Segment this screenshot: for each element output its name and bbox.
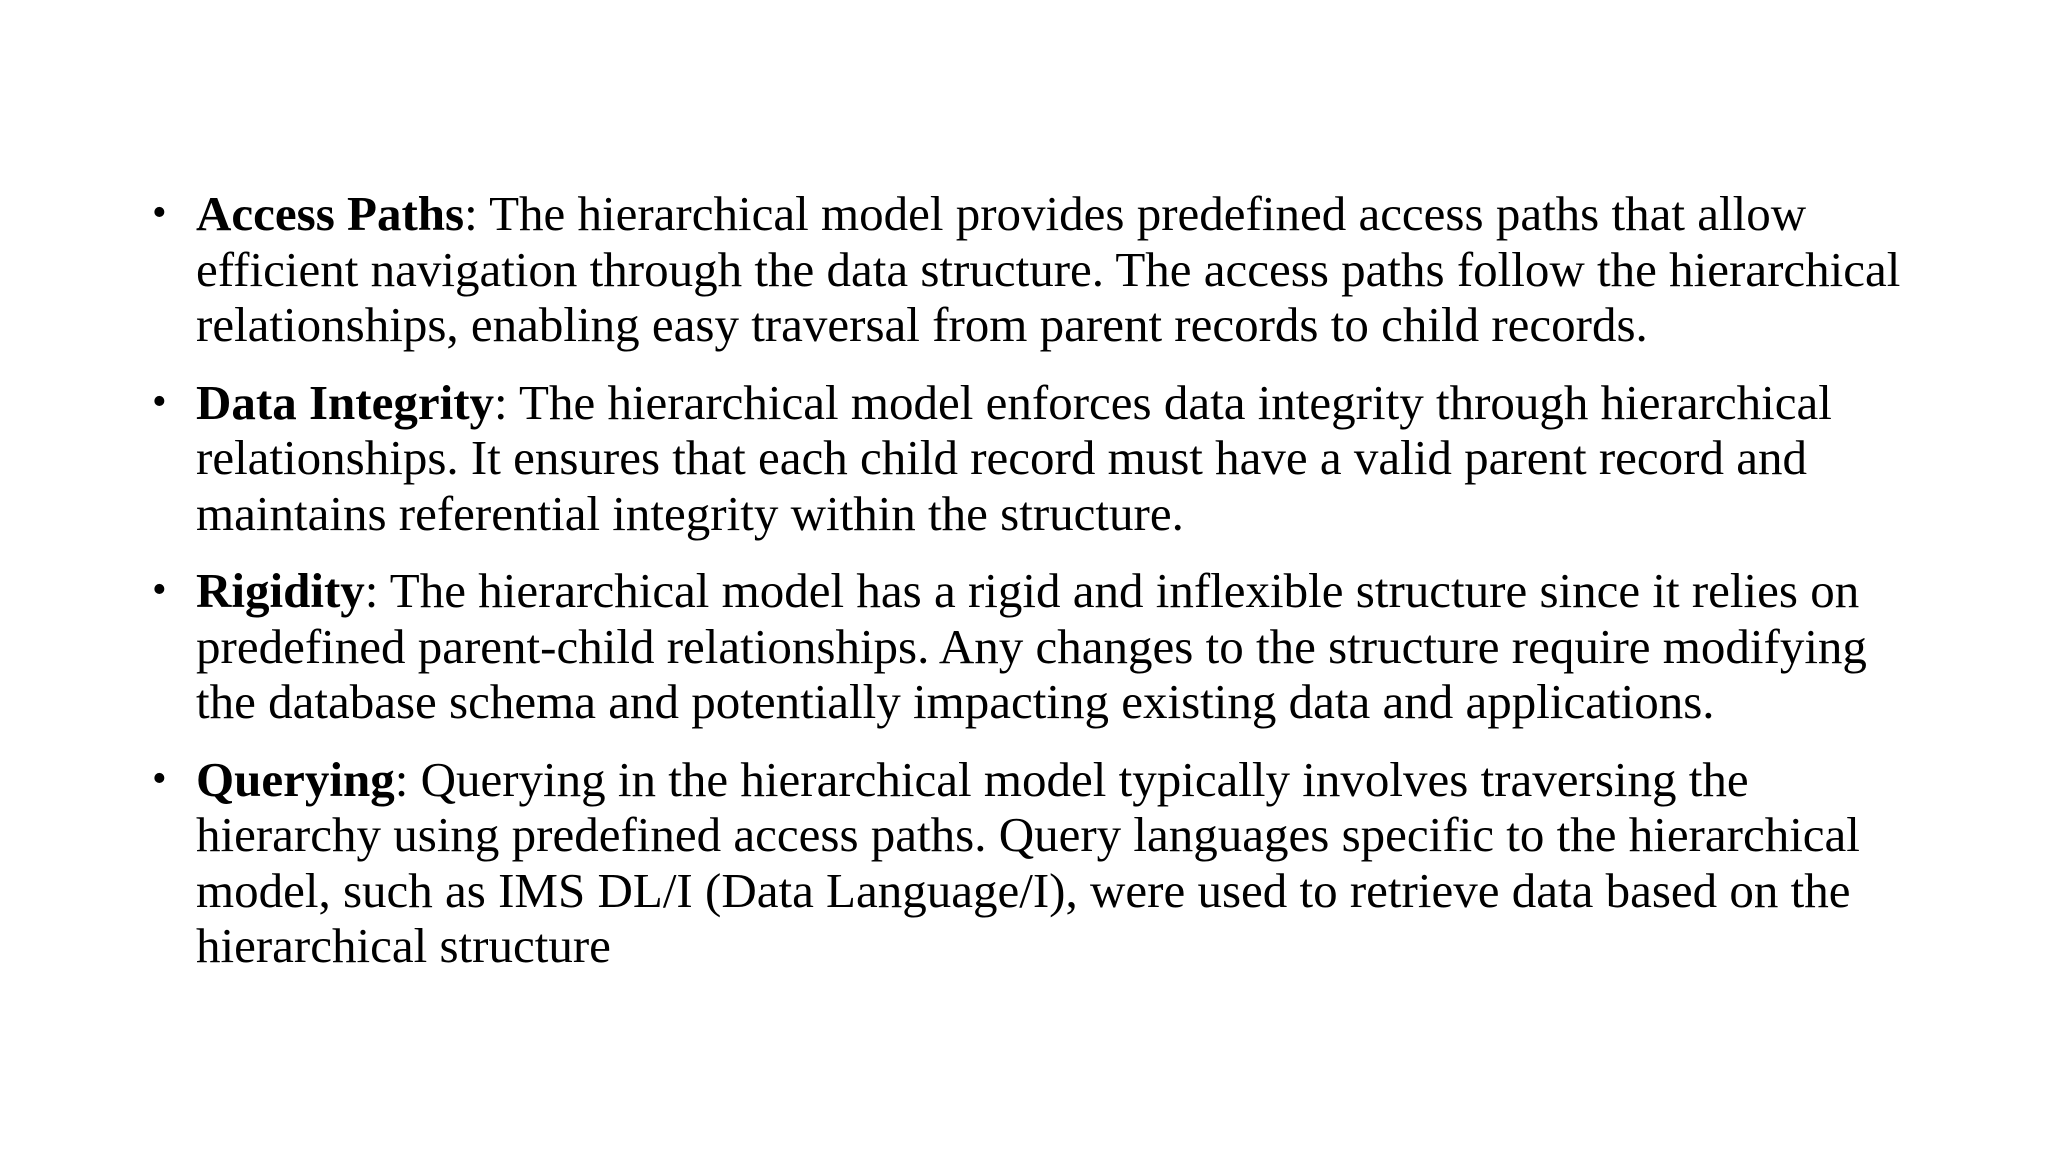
bullet-text: : Querying in the hierarchical model typically involves traversing the hierarchy using predefined access paths. Query languages specific to the hierarchical model, such as IMS DL/I (Data Language/I), were used to retrieve data based on the hierarchical structure [196,751,1860,973]
bullet-item-data-integrity [152,375,1922,542]
bullet-icon: • [152,567,167,613]
bullet-term: Rigidity [196,563,365,618]
bullet-icon: • [152,190,167,236]
bullet-item-access-paths [152,186,1922,353]
bullet-item-querying [152,752,1922,974]
bullet-list [152,186,1922,974]
bullet-term: Access Paths [196,186,465,241]
bullet-term: Querying [196,751,395,807]
bullet-text: : The hierarchical model enforces data integrity through hierarchical relationships. It ensures that each child record must have a valid parent record and maintains referential integrity within the structure. [196,374,1832,541]
bullet-term: Data Integrity [196,374,495,430]
bullet-icon: • [152,378,167,425]
bullet-text: : The hierarchical model has a rigid and inflexible structure since it relies on predefined parent-child relationships. Any changes to the structure require modifying the database schema and potentially impacting existing data and applications. [196,563,1867,729]
bullet-icon: • [152,755,167,802]
bullet-item-rigidity [152,563,1922,730]
bullet-text: : The hierarchical model provides predefined access paths that allow efficient navigation through the data structure. The access paths follow the hierarchical relationships, enabling easy traversal from parent records to child records. [196,186,1901,352]
